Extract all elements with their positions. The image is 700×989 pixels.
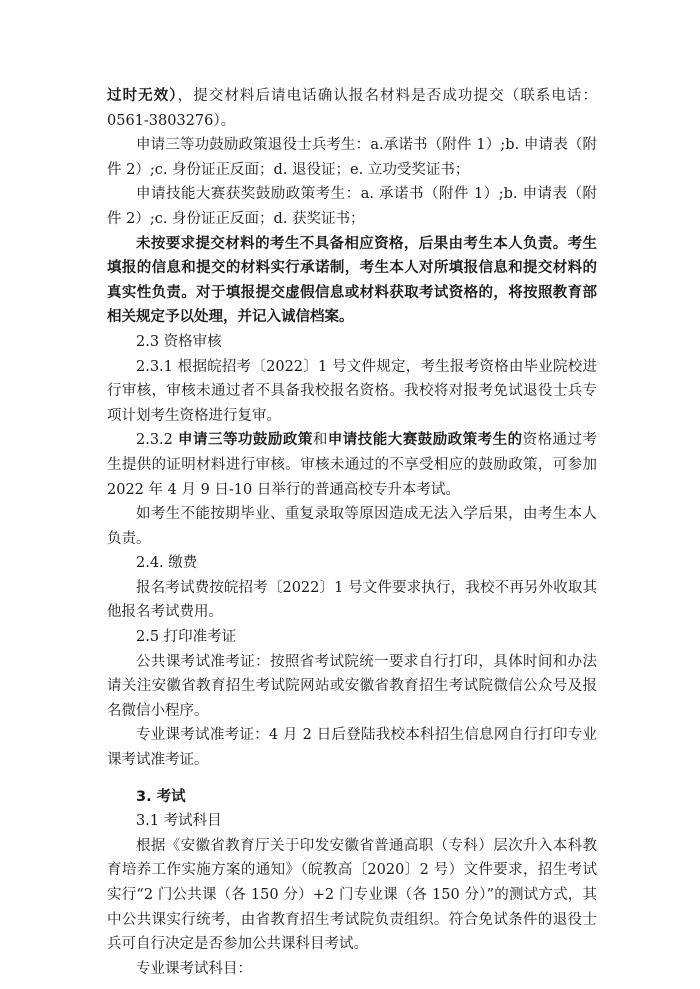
- bold-skills-policy: 申请技能大赛鼓励政策考生的: [327, 431, 523, 449]
- paragraph-professional-subjects: 专业课考试科目：: [136, 960, 252, 977]
- review-text: 资格通过考生提供的证明材料进行审核。审核未通过的不享受相应的鼓励政策，可参加 2022 年 4 月 9 日-10 日举行的普通高校专升本考试。: [107, 432, 598, 498]
- heading-2-5: 2.5 打印准考证: [136, 629, 237, 646]
- paragraph-public-admission-ticket: 公共课考试准考证：按照省考试院统一要求自行打印，具体时间和办法请关注安徽省教育招生考试院网站或安徽省教育招生考试院微信公众号及报名微信小程序。: [107, 653, 597, 719]
- paragraph-2-3-2: [107, 428, 597, 502]
- heading-3: 3. 考试: [136, 788, 186, 805]
- heading-2-4: 2.4. 缴费: [136, 555, 198, 572]
- contact-text: ，提交材料后请电话确认报名材料是否成功提交（联系电话：0561-3803276）。: [107, 88, 598, 129]
- bold-expired-note: 过时无效）: [107, 87, 178, 104]
- paragraph-skills-materials: 申请技能大赛获奖鼓励政策考生：a. 承诺书（附件 1）;b. 申请表（附件 2）;c. 身份证正反面；d. 获奖证书；: [107, 186, 597, 227]
- paragraph-commitment-warning: 未按要求提交材料的考生不具备相应资格，后果由考生本人负责。考生填报的信息和提交的材料实行承诺制，考生本人对所填报信息和提交材料的真实性负责。对于填报提交虚假信息或材料获取考试资格的，将按照教育部相关规定予以处理，并记入诚信档案。: [107, 234, 597, 326]
- paragraph-graduation-note: 如考生不能按期毕业、重复录取等原因造成无法入学后果，由考生本人负责。: [107, 506, 597, 547]
- and-text: 和: [312, 432, 328, 449]
- document-page: [107, 84, 597, 981]
- paragraph-fees: 报名考试费按皖招考〔2022〕1 号文件要求执行，我校不再另外收取其他报名考试费用。: [107, 579, 597, 621]
- paragraph-contact: [107, 84, 597, 133]
- paragraph-professional-admission-ticket: 专业课考试准考证：4 月 2 日后登陆我校本科招生信息网自行打印专业课考试准考证。: [107, 727, 597, 769]
- heading-2-3: 2.3 资格审核: [136, 333, 222, 350]
- num-2-3-2: 2.3.2: [136, 432, 178, 449]
- paragraph-2-3-1: 2.3.1 根据皖招考〔2022〕1 号文件规定，考生报考资格由毕业院校进行审核，审核未通过者不具备我校报名资格。我校将对报考免试退役士兵专项计划考生资格进行复审。: [107, 358, 597, 424]
- paragraph-merit-materials: 申请三等功鼓励政策退役士兵考生：a.承诺书（附件 1）;b. 申请表（附件 2）;c. 身份证正反面；d. 退役证；e. 立功受奖证书；: [107, 137, 597, 178]
- bold-merit-policy: 申请三等功鼓励政策: [178, 431, 313, 449]
- paragraph-exam-subjects: 根据《安徽省教育厅关于印发安徽省普通高职（专科）层次升入本科教育培养工作实施方案的通知》（皖教高〔2020〕2 号）文件要求，招生考试实行“2 门公共课（各 150 分）+2 门专业课（各 150 分）”的测试方式，其中公共课实行统考，由省教育招生考试院负责组织。符合免试条件的退役士兵可自行决定是否参加公共课科目考试。: [107, 837, 597, 953]
- heading-3-1: 3.1 考试科目: [136, 813, 222, 830]
